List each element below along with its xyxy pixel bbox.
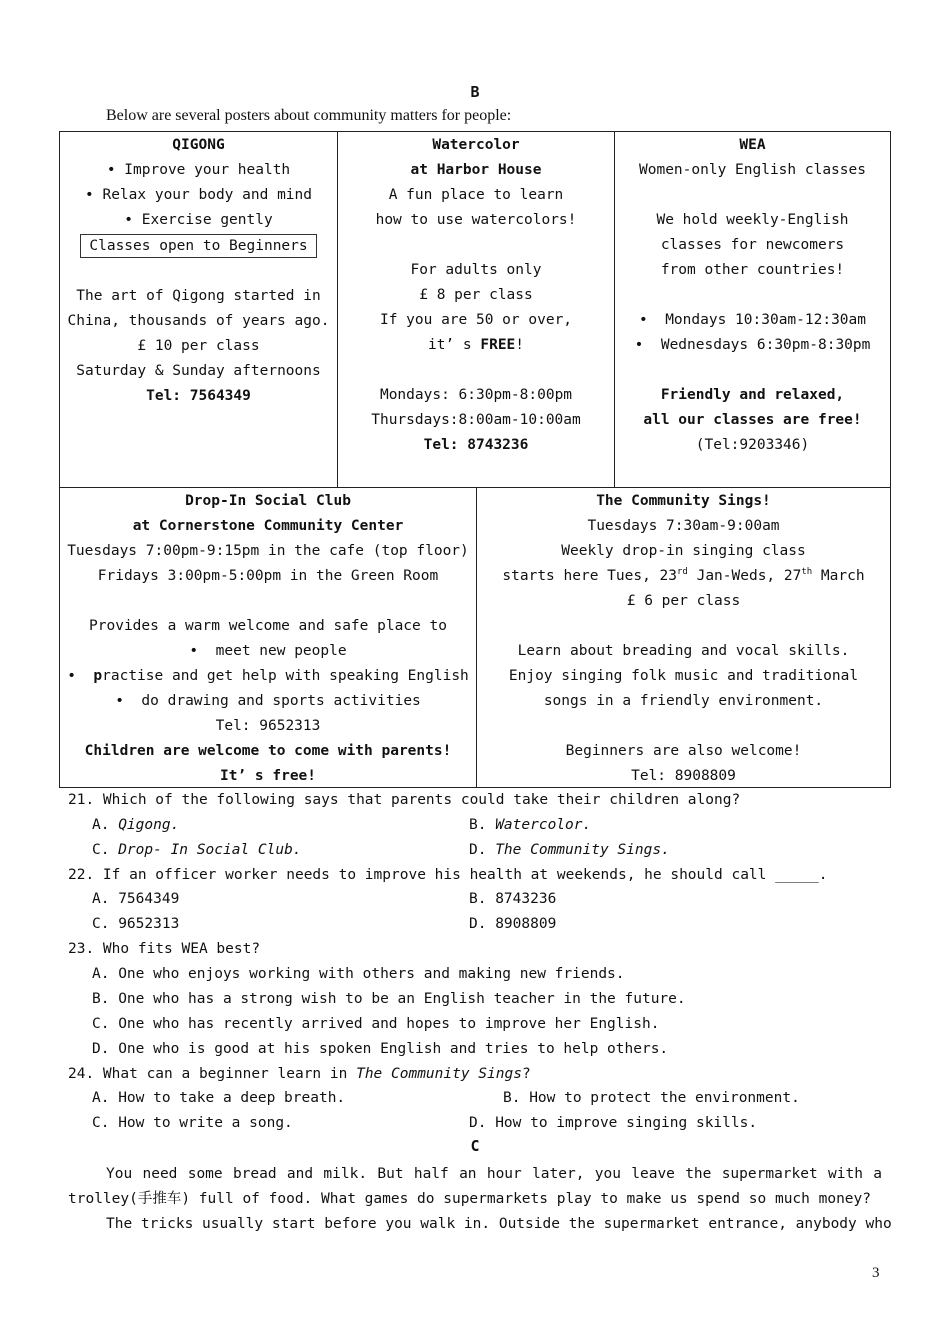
question-24-stem-title: The Community Sings: [356, 1066, 522, 1082]
option-label: C.: [92, 842, 110, 858]
sings-dates-sup: rd: [677, 567, 688, 578]
question-22-option-b: B. 8743236: [469, 891, 557, 907]
question-24-option-b: B. How to protect the environment.: [503, 1090, 800, 1106]
wea-line: classes for newcomers: [660, 237, 845, 253]
wea-title: WEA: [739, 137, 766, 153]
watercolor-line: For adults only: [410, 262, 542, 278]
question-24-stem-text: 24. What can a beginner learn in: [68, 1066, 357, 1082]
blank: [338, 233, 614, 258]
wea-line: We hold weekly-English: [656, 212, 849, 228]
sings-line: Beginners are also welcome!: [565, 743, 802, 759]
question-23-option-a: A. One who enjoys working with others and making new friends.: [92, 966, 625, 982]
blank: [615, 358, 890, 383]
section-b-intro: Below are several posters about community matters for people:: [106, 107, 512, 124]
question-23-stem: 23. Who fits WEA best?: [68, 941, 261, 957]
dropin-line: Provides a warm welcome and safe place to: [89, 618, 447, 634]
question-23-option-d: D. One who is good at his spoken English and tries to help others.: [92, 1041, 669, 1057]
watercolor-free-post: !: [515, 337, 525, 353]
section-c-paragraph: You need some bread and milk. But half an hour later, you leave the supermarket with a trolley(手推车) full of food. What games do supermarkets play to make us spend so much money?: [68, 1166, 882, 1207]
sings-price: £ 6 per class: [626, 593, 741, 609]
blank: [615, 283, 890, 308]
qigong-bullet-text: Exercise gently: [141, 212, 273, 228]
option-label: A.: [92, 817, 110, 833]
option-label: D.: [469, 842, 487, 858]
watercolor-free-pre: it’ s: [427, 337, 481, 353]
wea-bold: all our classes are free!: [643, 412, 862, 428]
question-21-option-d: [469, 838, 670, 863]
watercolor-price: £ 8 per class: [419, 287, 533, 303]
watercolor-time: Mondays: 6:30pm-8:00pm: [379, 387, 573, 403]
blank: [60, 589, 476, 614]
wea-time-text: Wednesdays 6:30pm-8:30pm: [660, 337, 871, 353]
dropin-bullet-text: meet new people: [215, 643, 347, 659]
blank: [477, 714, 890, 739]
sings-line: Enjoy singing folk music and traditional: [508, 668, 859, 684]
watercolor-line: A fun place to learn: [388, 187, 564, 203]
wea-tel: (Tel:9203346): [695, 437, 810, 453]
question-24-stem-end: ?: [521, 1066, 531, 1082]
blank: [60, 259, 337, 284]
qigong-bullet: • Improve your health: [106, 162, 291, 178]
dropin-bullet-bold: p: [93, 668, 103, 684]
watercolor-line: If you are 50 or over,: [379, 312, 573, 328]
watercolor-title: Watercolor: [432, 137, 520, 153]
question-24-option-d: D. How to improve singing skills.: [469, 1115, 758, 1131]
watercolor-tel: Tel: 8743236: [423, 437, 529, 453]
poster-qigong: [59, 131, 338, 488]
qigong-line: China, thousands of years ago.: [67, 313, 330, 329]
question-22-option-d: D. 8908809: [469, 916, 557, 932]
qigong-bullet: • Relax your body and mind: [85, 187, 312, 203]
question-23-option-b: B. One who has a strong wish to be an English teacher in the future.: [92, 991, 686, 1007]
question-24-option-a: A. How to take a deep breath.: [92, 1090, 346, 1106]
question-21-option-a: [92, 813, 179, 838]
dropin-bold: It’ s free!: [219, 768, 317, 784]
watercolor-time: Thursdays:8:00am-10:00am: [371, 412, 581, 428]
question-21-option-b: [469, 813, 591, 838]
wea-time-text: Mondays 10:30am-12:30am: [665, 312, 866, 328]
question-21-option-c: [92, 838, 302, 863]
qigong-time: Saturday & Sunday afternoons: [76, 363, 321, 379]
dropin-time: Tuesdays 7:00pm-9:15pm in the cafe (top floor): [67, 543, 469, 559]
sings-dates-a: starts here Tues, 23: [502, 568, 678, 584]
option-text: Qigong.: [118, 817, 180, 833]
sings-dates: [477, 564, 890, 589]
section-b-heading: B: [470, 83, 480, 101]
option-label: B.: [469, 817, 487, 833]
qigong-price: £ 10 per class: [137, 338, 260, 354]
dropin-tel: Tel: 9652313: [215, 718, 321, 734]
wea-bold: Friendly and relaxed,: [660, 387, 845, 403]
poster-watercolor: [337, 131, 615, 488]
sings-title: The Community Sings!: [596, 493, 771, 509]
watercolor-line: how to use watercolors!: [375, 212, 577, 228]
question-24-option-c: C. How to write a song.: [92, 1115, 293, 1131]
poster-wea: [614, 131, 891, 488]
sings-time: Tuesdays 7:30am-9:00am: [587, 518, 780, 534]
question-23-option-c: C. One who has recently arrived and hopes to improve her English.: [92, 1016, 660, 1032]
wea-line: from other countries!: [660, 262, 845, 278]
poster-dropin: [59, 487, 477, 788]
qigong-bullet-text: Relax your body and mind: [102, 187, 312, 203]
watercolor-free-word: FREE: [480, 337, 516, 353]
qigong-bullet: • Exercise gently: [124, 212, 273, 228]
poster-sings: [476, 487, 891, 788]
sings-tel: Tel: 8908809: [631, 768, 736, 784]
qigong-line: The art of Qigong started in: [76, 288, 321, 304]
question-22-option-a: A. 7564349: [92, 891, 180, 907]
wea-time: • Wednesdays 6:30pm-8:30pm: [634, 337, 871, 353]
blank: [338, 358, 614, 383]
sings-line: Weekly drop-in singing class: [561, 543, 806, 559]
dropin-bullet: • do drawing and sports activities: [115, 693, 421, 709]
dropin-bullet-text: do drawing and sports activities: [141, 693, 421, 709]
wea-time: • Mondays 10:30am-12:30am: [639, 312, 866, 328]
option-text: Watercolor.: [495, 817, 592, 833]
dropin-bullet-text: ractise and get help with speaking English: [102, 668, 469, 684]
dropin-subtitle: at Cornerstone Community Center: [132, 518, 404, 534]
section-c-heading: C: [470, 1137, 480, 1155]
qigong-bullet-text: Improve your health: [124, 162, 291, 178]
dropin-title: Drop-In Social Club: [185, 493, 351, 509]
dropin-bullet: • practise and get help with speaking English: [67, 668, 469, 684]
question-22-stem: 22. If an officer worker needs to improve his health at weekends, he should call _____.: [68, 867, 828, 883]
question-24-stem: [68, 1062, 531, 1087]
question-21-stem: 21. Which of the following says that parents could take their children along?: [68, 792, 741, 808]
page-number: 3: [872, 1265, 880, 1281]
option-text: Drop- In Social Club.: [118, 842, 302, 858]
dropin-bullet: • meet new people: [189, 643, 347, 659]
watercolor-free-line: [338, 333, 614, 358]
blank: [615, 183, 890, 208]
question-22-option-c: C. 9652313: [92, 916, 180, 932]
blank: [477, 614, 890, 639]
dropin-time: Fridays 3:00pm-5:00pm in the Green Room: [97, 568, 439, 584]
sings-line: Learn about breading and vocal skills.: [517, 643, 850, 659]
watercolor-subtitle: at Harbor House: [410, 162, 542, 178]
qigong-beginners-box: Classes open to Beginners: [80, 234, 316, 258]
sings-dates-b: Jan-Weds, 27: [687, 568, 802, 584]
sings-dates-c: March: [812, 568, 865, 584]
wea-subtitle: Women-only English classes: [639, 162, 866, 178]
section-c-paragraph: The tricks usually start before you walk in. Outside the supermarket entrance, anybody who: [106, 1216, 892, 1232]
qigong-tel: Tel: 7564349: [146, 388, 251, 404]
dropin-bold: Children are welcome to come with parents!: [84, 743, 452, 759]
sings-line: songs in a friendly environment.: [543, 693, 824, 709]
qigong-title: QIGONG: [172, 137, 225, 153]
sings-dates-sup: th: [801, 567, 813, 578]
option-text: The Community Sings.: [495, 842, 670, 858]
